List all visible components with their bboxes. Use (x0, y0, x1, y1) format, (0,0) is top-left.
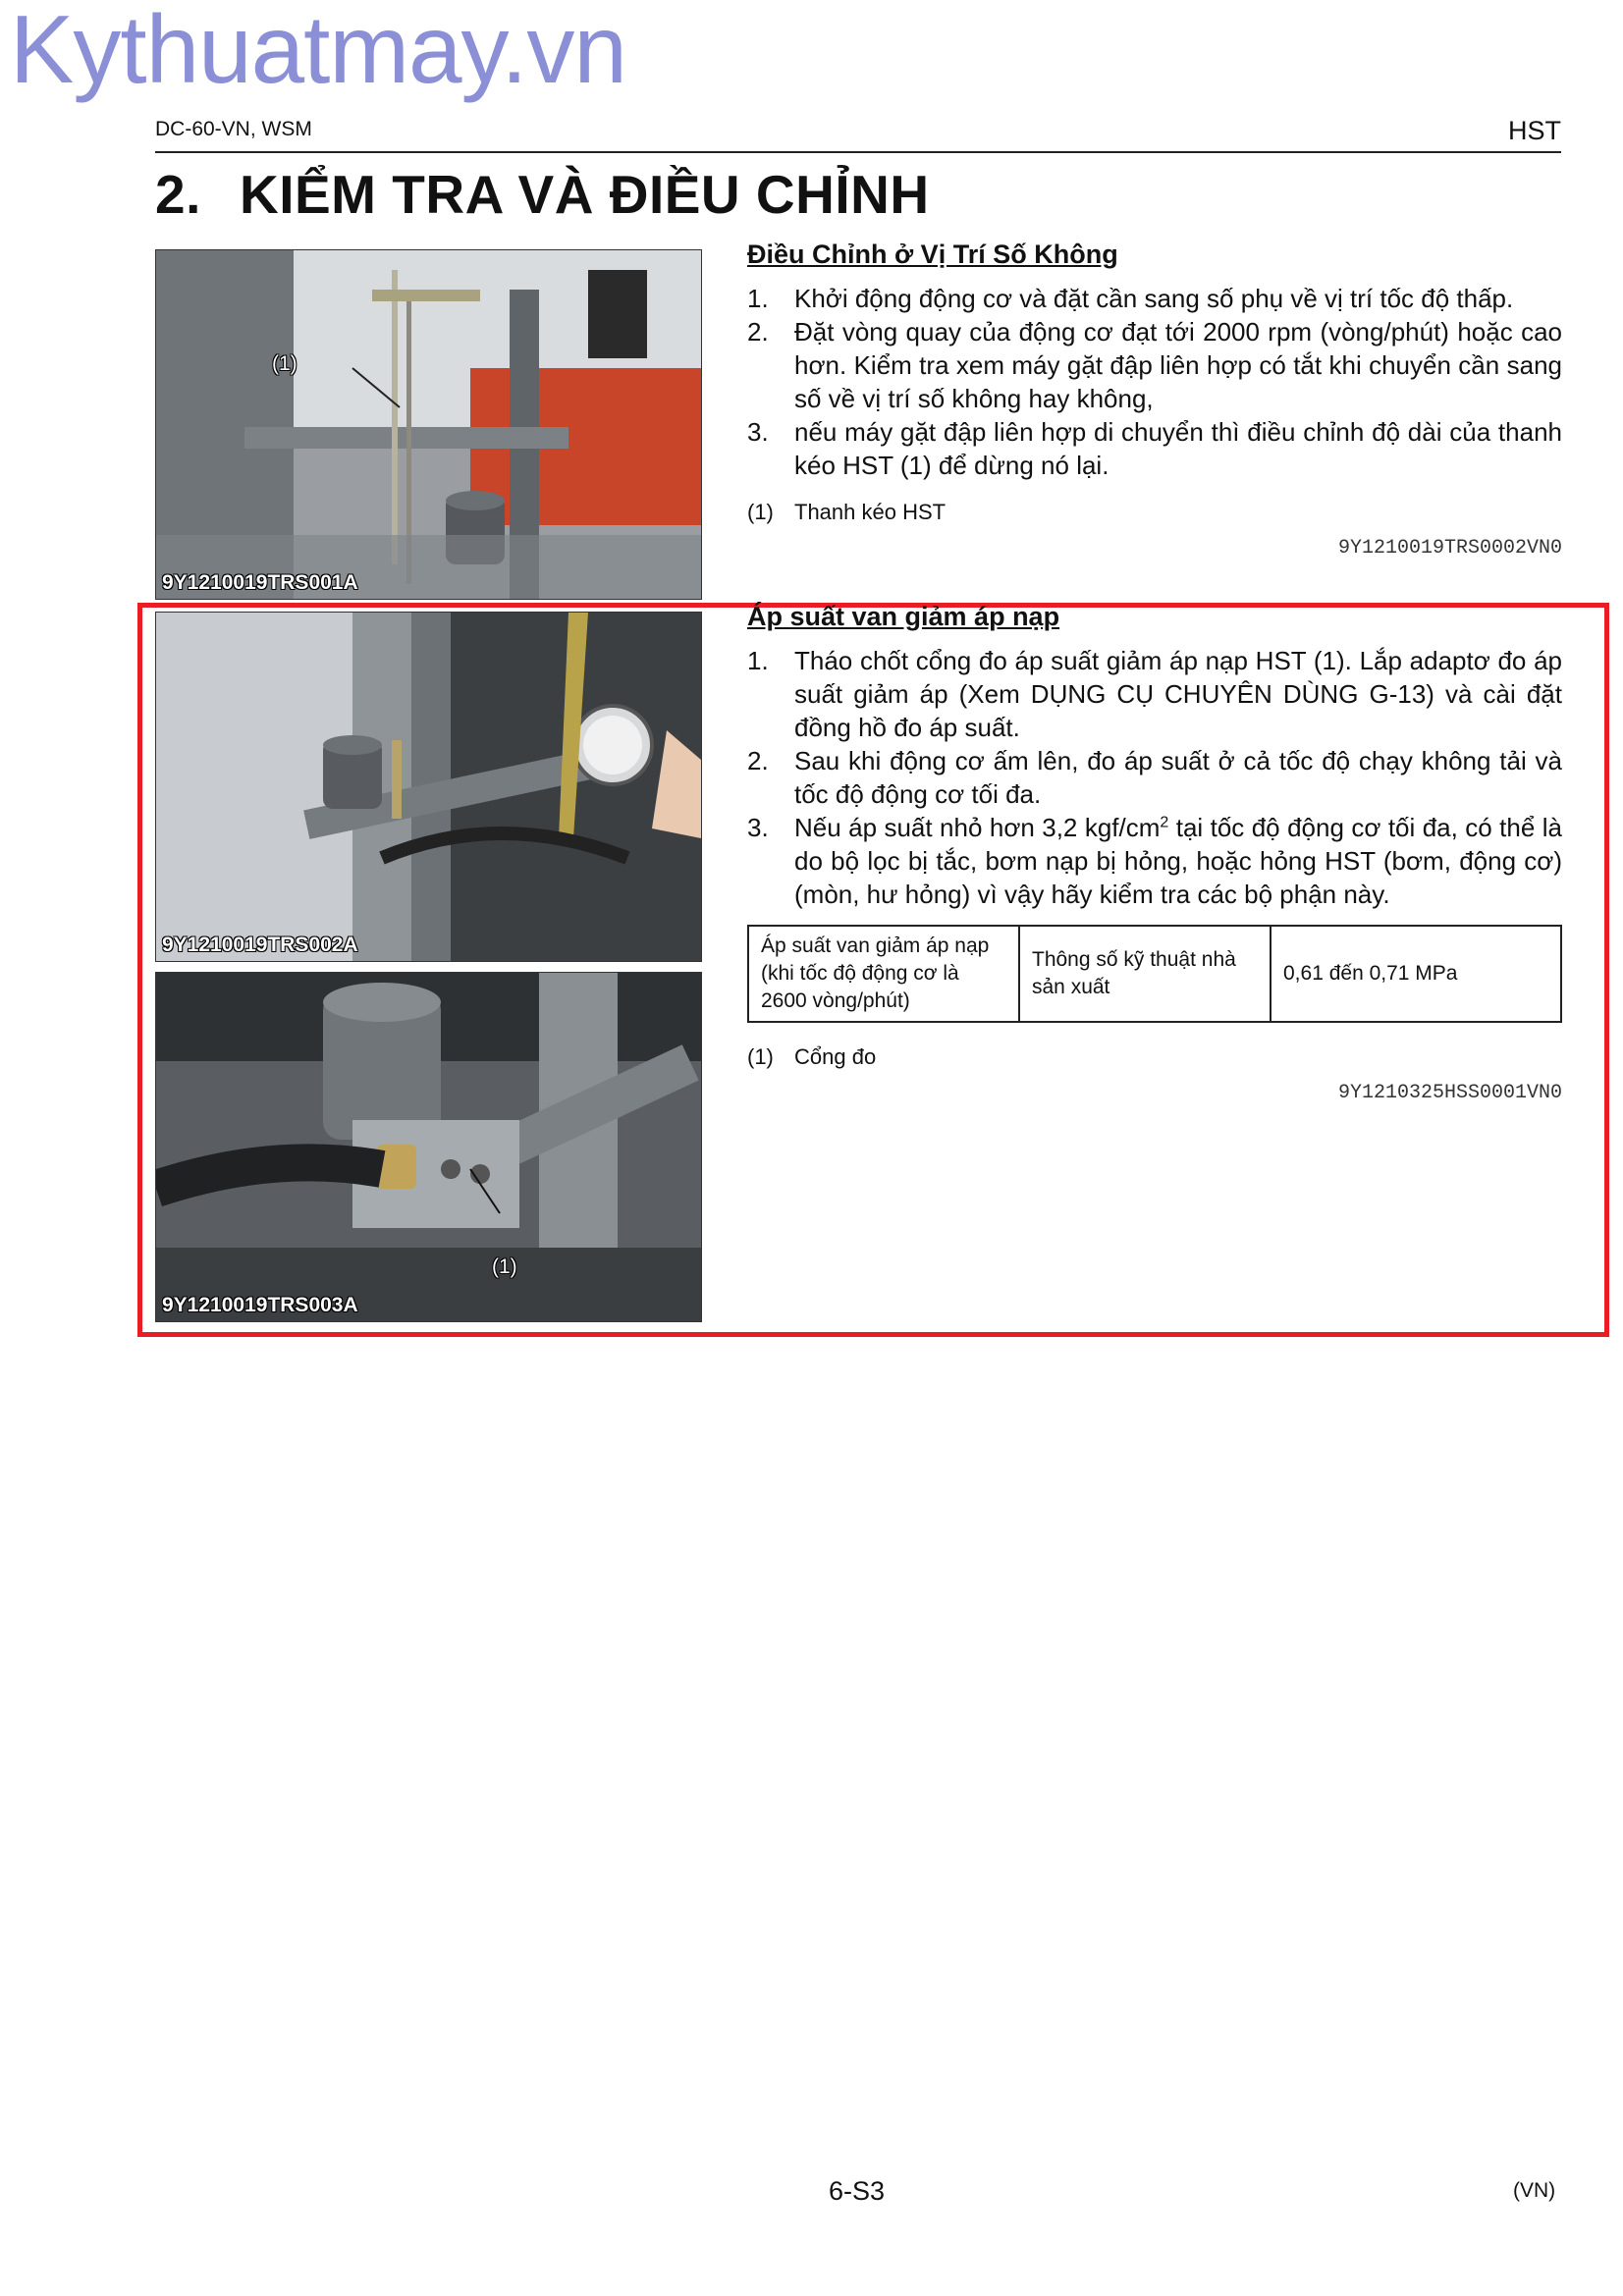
section-2-note (747, 1044, 1562, 1070)
spec-row (748, 926, 1561, 1022)
figure-1-illustration (156, 250, 701, 599)
section-1-note (747, 500, 1562, 525)
step-text: nếu máy gặt đập liên hợp di chuyển thì điều chỉnh độ dài của thanh kéo HST (1) để dừng nó lại. (794, 417, 1562, 480)
step-number: 2. (747, 746, 769, 775)
figure-3-code: 9Y1210019TRS003A (162, 1294, 358, 1316)
section-1-step (747, 282, 1562, 315)
figure-3-illustration (156, 973, 701, 1321)
step-number: 3. (747, 813, 769, 842)
section-1-steps (747, 282, 1562, 482)
section-1-ref: 9Y1210019TRS0002VN0 (1337, 537, 1562, 560)
page-number: 6-S3 (829, 2176, 886, 2206)
header-doc-code: DC-60-VN, WSM (155, 118, 312, 140)
spec-value: 0,61 đến 0,71 MPa (1271, 926, 1561, 1022)
section-2-heading: Áp suất van giảm áp nạp (747, 602, 1060, 631)
figure-1-code: 9Y1210019TRS001A (162, 571, 358, 594)
step-number: 2. (747, 317, 769, 347)
section-2-steps (747, 644, 1562, 911)
section-zero-position (747, 240, 1562, 560)
step-number: 1. (747, 284, 769, 313)
section-2-step (747, 644, 1562, 744)
figure-1 (155, 249, 702, 600)
section-1-step (747, 415, 1562, 482)
spec-type: Thông số kỹ thuật nhà sản xuất (1019, 926, 1271, 1022)
figure-2 (155, 612, 702, 962)
step-text-cont: tại tốc độ động cơ tối đa, có thể là do bộ lọc bị tắc, bơm nạp bị hỏng, hoặc hỏng HST (bơm, động cơ) (mòn, hư hỏng) vì vậy hãy kiểm tra các bộ phận này. (794, 813, 1562, 909)
step-text: Tháo chốt cổng đo áp suất giảm áp nạp HST (1). Lắp adaptơ đo áp suất giảm áp (Xem DỤNG CỤ CHUYÊN DÙNG G-13) và cài đặt đồng hồ đo áp suất. (794, 646, 1562, 742)
figure-2-illustration (156, 613, 701, 961)
step-text: Đặt vòng quay của động cơ đạt tới 2000 rpm (vòng/phút) hoặc cao hơn. Kiểm tra xem máy gặt đập liên hợp có tắt khi chuyển cần sang số về vị trí số không hay không, (794, 317, 1562, 413)
header-rule (155, 151, 1561, 153)
superscript: 2 (1160, 814, 1169, 831)
note-text: Cổng đo (794, 1044, 877, 1069)
section-1-step (747, 315, 1562, 415)
figure-3-callout: (1) (492, 1255, 517, 1278)
section-2-step (747, 744, 1562, 811)
figure-3 (155, 972, 702, 1322)
figure-1-callout: (1) (272, 352, 298, 375)
note-text: Thanh kéo HST (794, 500, 947, 524)
note-number: (1) (747, 500, 774, 524)
spec-item: Áp suất van giảm áp nạp (khi tốc độ động cơ là 2600 vòng/phút) (748, 926, 1019, 1022)
section-charge-relief-pressure (747, 602, 1562, 1104)
step-number: 3. (747, 417, 769, 447)
section-1-heading: Điều Chỉnh ở Vị Trí Số Không (747, 240, 1118, 269)
figure-2-code: 9Y1210019TRS002A (162, 934, 358, 956)
page-title (155, 163, 930, 226)
section-2-step (747, 811, 1562, 911)
step-number: 1. (747, 646, 769, 675)
title-number: 2. (155, 164, 201, 225)
watermark: Kythuatmay.vn (10, 0, 626, 103)
header-section: HST (1508, 116, 1561, 145)
step-text: Sau khi động cơ ấm lên, đo áp suất ở cả tốc độ chạy không tải và tốc độ động cơ tối đa. (794, 746, 1562, 809)
language-tag: (VN) (1513, 2179, 1556, 2202)
spec-table (747, 925, 1562, 1023)
section-2-ref: 9Y1210325HSS0001VN0 (1337, 1082, 1562, 1104)
step-text: Nếu áp suất nhỏ hơn 3,2 kgf/cm (794, 813, 1161, 842)
note-number: (1) (747, 1044, 774, 1069)
step-text: Khởi động động cơ và đặt cần sang số phụ về vị trí tốc độ thấp. (794, 284, 1514, 313)
title-text: KIỂM TRA VÀ ĐIỀU CHỈNH (240, 164, 930, 225)
